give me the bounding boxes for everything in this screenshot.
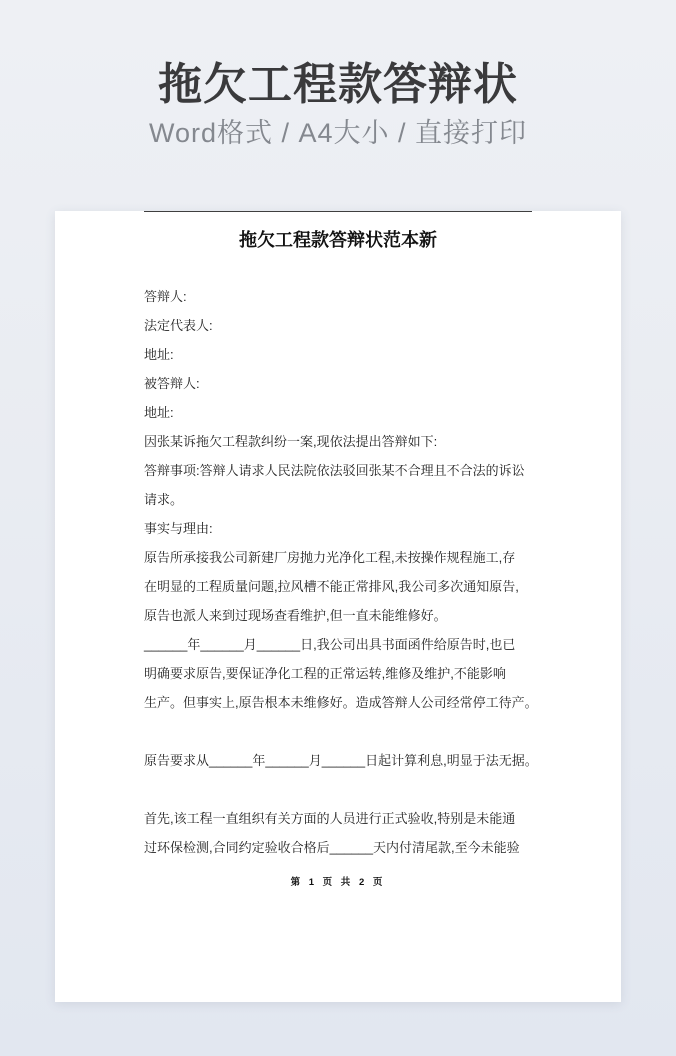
doc-line: ______年______月______日,我公司出具书面函件给原告时,也已 (144, 637, 516, 652)
doc-line: 过环保检测,合同约定验收合格后______天内付清尾款,至今未能验 (144, 840, 520, 855)
doc-line: 地址: (144, 347, 174, 362)
doc-line (144, 717, 532, 746)
doc-line (144, 775, 532, 804)
page-subtitle: Word格式 / A4大小 / 直接打印 (148, 118, 528, 148)
doc-line: 明确要求原告,要保证净化工程的正常运转,维修及维护,不能影响 (144, 666, 506, 681)
doc-line: 答辩事项:答辩人请求人民法院依法驳回张某不合理且不合法的诉讼 (144, 463, 525, 478)
doc-line: 法定代表人: (144, 318, 213, 333)
document-title: 拖欠工程款答辩状范本新 (239, 230, 437, 250)
document-body (144, 282, 538, 862)
page-title: 拖欠工程款答辩状 (158, 60, 518, 109)
doc-line: 生产。但事实上,原告根本未维修好。造成答辩人公司经常停工待产。 (144, 695, 538, 710)
doc-line: 答辩人: (144, 289, 187, 304)
doc-line: 原告所承接我公司新建厂房抛力光净化工程,未按操作规程施工,存 (144, 550, 516, 565)
doc-line: 在明显的工程质量问题,拉风槽不能正常排风,我公司多次通知原告, (144, 579, 519, 594)
document-preview-card (55, 211, 621, 1002)
doc-line: 地址: (144, 405, 174, 420)
document-divider (144, 211, 532, 212)
doc-line: 事实与理由: (144, 521, 213, 536)
doc-line: 首先,该工程一直组织有关方面的人员进行正式验收,特别是未能通 (144, 811, 516, 826)
doc-line: 原告要求从______年______月______日起计算利息,明显于法无据。 (144, 753, 538, 768)
doc-line: 原告也派人来到过现场查看维护,但一直未能维修好。 (144, 608, 447, 623)
doc-line: 被答辩人: (144, 376, 200, 391)
page-number-footer: 第 1 页 共 2 页 (290, 877, 386, 888)
doc-line: 请求。 (144, 492, 184, 507)
doc-line: 因张某诉拖欠工程款纠纷一案,现依法提出答辩如下: (144, 434, 438, 449)
page-header (0, 0, 676, 149)
